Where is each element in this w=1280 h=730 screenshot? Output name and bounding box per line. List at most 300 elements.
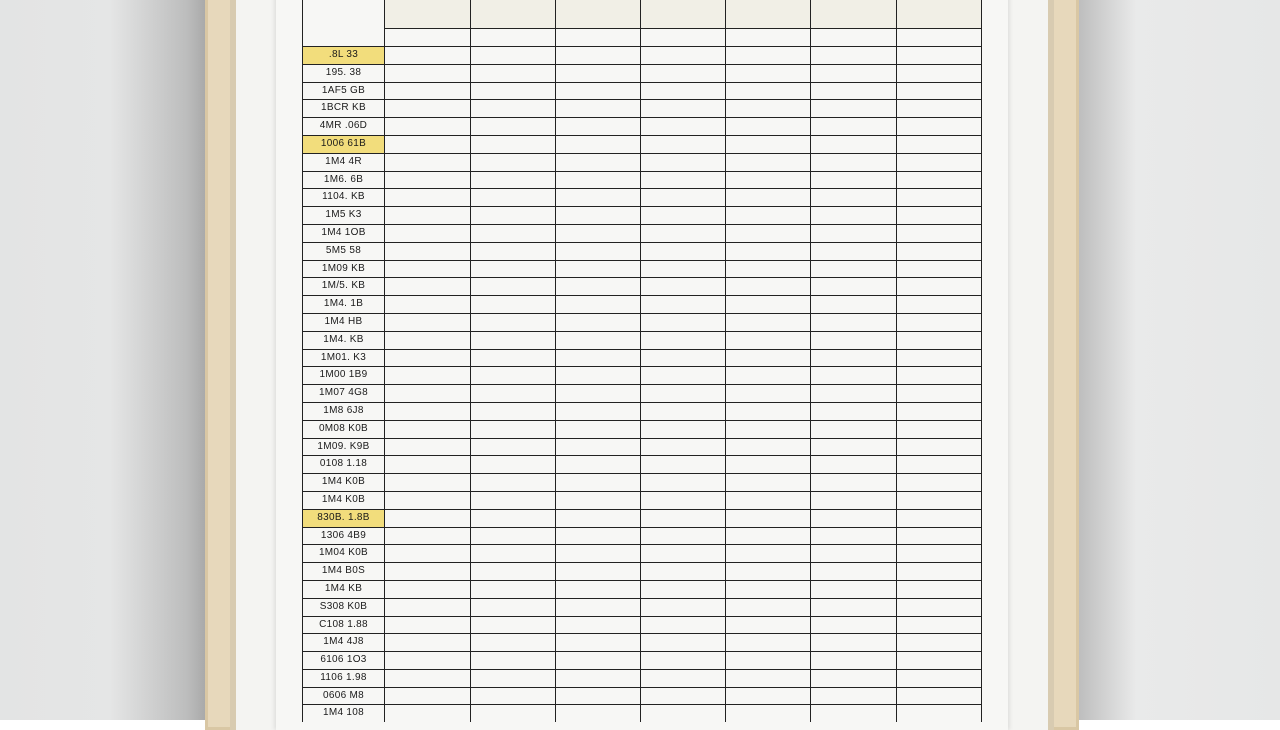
row-label-cell: 1M4 4J8	[302, 634, 385, 651]
table-cell	[897, 456, 982, 473]
table-cell	[471, 474, 556, 491]
table-cell	[385, 100, 471, 117]
table-cell	[471, 118, 556, 135]
table-row	[302, 171, 982, 189]
table-cell	[385, 581, 471, 598]
table-cell	[811, 474, 897, 491]
table-cell	[811, 581, 897, 598]
table-cell	[556, 172, 641, 189]
table-cell	[726, 189, 811, 206]
table-cell	[471, 261, 556, 278]
table-row	[302, 384, 982, 402]
table-cell	[471, 172, 556, 189]
table-cell	[385, 225, 471, 242]
table-cell	[641, 136, 726, 153]
row-label-cell: 1AF5 GB	[302, 83, 385, 100]
table-cell	[471, 688, 556, 705]
table-cell	[471, 510, 556, 527]
table-cell	[897, 385, 982, 402]
row-label-cell: .8L 33	[302, 47, 385, 64]
table-cell	[641, 189, 726, 206]
row-label-cell: 1M4 4R	[302, 154, 385, 171]
table-cell	[556, 314, 641, 331]
table-cell	[471, 403, 556, 420]
subheader-cell	[641, 29, 726, 47]
table-cell	[641, 225, 726, 242]
table-cell	[726, 278, 811, 295]
table-cell	[641, 100, 726, 117]
table-row	[302, 153, 982, 171]
table-cell	[556, 332, 641, 349]
table-row	[302, 669, 982, 687]
table-cell	[897, 332, 982, 349]
table-cell	[897, 563, 982, 580]
table-cell	[897, 670, 982, 687]
table-cell	[385, 403, 471, 420]
table-cell	[811, 189, 897, 206]
table-cell	[385, 154, 471, 171]
table-cell	[556, 350, 641, 367]
table-row	[302, 277, 982, 295]
table-row	[302, 224, 982, 242]
table-cell	[897, 581, 982, 598]
table-cell	[385, 189, 471, 206]
table-cell	[897, 688, 982, 705]
table-cell	[897, 474, 982, 491]
row-label-cell: 830B. 1.8B	[302, 510, 385, 527]
table-cell	[726, 225, 811, 242]
table-row	[302, 455, 982, 473]
table-cell	[641, 617, 726, 634]
table-body	[302, 46, 982, 722]
table-cell	[641, 385, 726, 402]
row-label-cell: 1M8 6J8	[302, 403, 385, 420]
spreadsheet-grid	[302, 0, 982, 720]
table-cell	[726, 154, 811, 171]
table-cell	[726, 421, 811, 438]
table-cell	[556, 492, 641, 509]
row-label-cell: C108 1.88	[302, 617, 385, 634]
table-cell	[471, 278, 556, 295]
table-cell	[385, 456, 471, 473]
table-cell	[556, 136, 641, 153]
header-cell	[556, 0, 641, 28]
row-label-cell: 1M4 108	[302, 705, 385, 722]
table-cell	[726, 100, 811, 117]
subheader-cell	[726, 29, 811, 47]
table-row	[302, 295, 982, 313]
frame-shadow-right	[1076, 0, 1136, 720]
table-cell	[556, 581, 641, 598]
table-row	[302, 260, 982, 278]
table-cell	[556, 118, 641, 135]
table-cell	[471, 154, 556, 171]
table-cell	[385, 136, 471, 153]
table-cell	[641, 634, 726, 651]
table-cell	[726, 617, 811, 634]
row-label-cell: 1M4 K0B	[302, 474, 385, 491]
table-cell	[811, 65, 897, 82]
table-cell	[471, 367, 556, 384]
table-cell	[641, 403, 726, 420]
table-cell	[726, 563, 811, 580]
table-row	[302, 206, 982, 224]
table-cell	[811, 243, 897, 260]
table-cell	[385, 296, 471, 313]
table-cell	[811, 225, 897, 242]
row-label-cell: 1M6. 6B	[302, 172, 385, 189]
table-row	[302, 651, 982, 669]
table-cell	[897, 207, 982, 224]
row-label-cell: 1006 61B	[302, 136, 385, 153]
table-cell	[811, 617, 897, 634]
table-cell	[897, 439, 982, 456]
table-cell	[811, 314, 897, 331]
table-cell	[897, 118, 982, 135]
table-cell	[811, 136, 897, 153]
table-row	[302, 687, 982, 705]
table-cell	[726, 456, 811, 473]
table-cell	[556, 83, 641, 100]
table-cell	[726, 83, 811, 100]
table-cell	[556, 65, 641, 82]
table-cell	[385, 278, 471, 295]
table-row	[302, 402, 982, 420]
table-cell	[811, 652, 897, 669]
table-cell	[641, 510, 726, 527]
table-cell	[641, 314, 726, 331]
subheader-cell	[385, 29, 471, 47]
subheader-cell	[556, 29, 641, 47]
table-cell	[811, 634, 897, 651]
table-cell	[726, 243, 811, 260]
table-cell	[897, 652, 982, 669]
table-row	[302, 349, 982, 367]
table-cell	[641, 243, 726, 260]
table-row	[302, 562, 982, 580]
table-row	[302, 509, 982, 527]
table-cell	[726, 136, 811, 153]
table-cell	[556, 296, 641, 313]
table-cell	[471, 314, 556, 331]
table-row	[302, 313, 982, 331]
table-cell	[471, 243, 556, 260]
table-cell	[385, 350, 471, 367]
table-cell	[811, 261, 897, 278]
table-row	[302, 616, 982, 634]
table-cell	[897, 189, 982, 206]
table-row	[302, 46, 982, 64]
table-cell	[385, 332, 471, 349]
table-cell	[726, 385, 811, 402]
table-row	[302, 242, 982, 260]
row-label-cell: 1M/5. KB	[302, 278, 385, 295]
table-cell	[641, 118, 726, 135]
table-cell	[811, 563, 897, 580]
table-cell	[556, 617, 641, 634]
table-cell	[385, 385, 471, 402]
header-cell	[385, 0, 471, 28]
table-row	[302, 580, 982, 598]
table-cell	[811, 492, 897, 509]
table-cell	[811, 83, 897, 100]
row-label-cell: 1M00 1B9	[302, 367, 385, 384]
table-cell	[556, 563, 641, 580]
row-label-cell: 1BCR KB	[302, 100, 385, 117]
table-cell	[897, 172, 982, 189]
table-row	[302, 82, 982, 100]
table-cell	[556, 47, 641, 64]
table-cell	[897, 296, 982, 313]
table-cell	[811, 154, 897, 171]
table-cell	[811, 332, 897, 349]
table-cell	[726, 474, 811, 491]
table-cell	[556, 189, 641, 206]
table-cell	[385, 47, 471, 64]
table-cell	[556, 652, 641, 669]
table-row	[302, 331, 982, 349]
table-cell	[385, 670, 471, 687]
row-label-cell: 1M5 K3	[302, 207, 385, 224]
table-cell	[385, 118, 471, 135]
table-cell	[641, 296, 726, 313]
table-cell	[641, 492, 726, 509]
table-cell	[811, 670, 897, 687]
table-cell	[641, 421, 726, 438]
table-cell	[726, 314, 811, 331]
table-cell	[897, 225, 982, 242]
table-cell	[385, 261, 471, 278]
header-cell	[471, 0, 556, 28]
table-cell	[556, 100, 641, 117]
table-cell	[385, 652, 471, 669]
table-cell	[897, 350, 982, 367]
row-label-cell: 1M4 B0S	[302, 563, 385, 580]
table-cell	[385, 243, 471, 260]
table-cell	[897, 314, 982, 331]
table-cell	[726, 47, 811, 64]
table-cell	[897, 403, 982, 420]
table-cell	[811, 385, 897, 402]
table-cell	[385, 474, 471, 491]
table-row	[302, 188, 982, 206]
table-cell	[385, 599, 471, 616]
header-cell	[726, 0, 811, 28]
table-cell	[471, 599, 556, 616]
row-label-cell: 0M08 K0B	[302, 421, 385, 438]
table-cell	[726, 439, 811, 456]
table-cell	[471, 65, 556, 82]
table-cell	[471, 207, 556, 224]
table-cell	[726, 367, 811, 384]
table-cell	[726, 634, 811, 651]
frame-shadow-left	[110, 0, 220, 720]
table-cell	[385, 688, 471, 705]
table-cell	[385, 617, 471, 634]
table-cell	[641, 261, 726, 278]
table-cell	[556, 225, 641, 242]
table-cell	[897, 278, 982, 295]
table-cell	[811, 172, 897, 189]
table-row	[302, 544, 982, 562]
table-cell	[811, 439, 897, 456]
table-row	[302, 598, 982, 616]
row-label-cell: 1104. KB	[302, 189, 385, 206]
table-cell	[726, 492, 811, 509]
table-cell	[897, 47, 982, 64]
table-cell	[556, 456, 641, 473]
table-cell	[385, 634, 471, 651]
table-cell	[471, 136, 556, 153]
table-cell	[556, 403, 641, 420]
row-label-cell: 1M09 KB	[302, 261, 385, 278]
row-label-cell: 1106 1.98	[302, 670, 385, 687]
table-cell	[726, 65, 811, 82]
row-label-cell: 1M4. 1B	[302, 296, 385, 313]
table-cell	[556, 439, 641, 456]
table-cell	[556, 474, 641, 491]
table-cell	[471, 456, 556, 473]
table-cell	[811, 118, 897, 135]
table-cell	[897, 65, 982, 82]
table-cell	[726, 670, 811, 687]
table-cell	[556, 545, 641, 562]
table-cell	[726, 296, 811, 313]
table-cell	[897, 243, 982, 260]
table-cell	[471, 296, 556, 313]
row-label-cell: 6106 1O3	[302, 652, 385, 669]
table-cell	[641, 367, 726, 384]
table-cell	[471, 652, 556, 669]
header-corner-cell	[302, 0, 385, 46]
table-cell	[641, 652, 726, 669]
table-cell	[471, 563, 556, 580]
table-cell	[726, 528, 811, 545]
row-label-cell: 1M07 4G8	[302, 385, 385, 402]
table-cell	[641, 278, 726, 295]
table-cell	[641, 47, 726, 64]
table-cell	[726, 118, 811, 135]
table-cell	[471, 47, 556, 64]
table-cell	[641, 688, 726, 705]
table-cell	[897, 528, 982, 545]
table-cell	[811, 688, 897, 705]
table-cell	[897, 367, 982, 384]
table-cell	[811, 367, 897, 384]
table-cell	[556, 528, 641, 545]
table-cell	[556, 278, 641, 295]
table-cell	[641, 350, 726, 367]
table-cell	[556, 510, 641, 527]
table-cell	[897, 545, 982, 562]
table-cell	[811, 599, 897, 616]
table-row	[302, 491, 982, 509]
table-cell	[726, 332, 811, 349]
table-row	[302, 64, 982, 82]
subheader-row	[385, 28, 982, 46]
table-cell	[471, 350, 556, 367]
table-cell	[385, 172, 471, 189]
table-cell	[811, 528, 897, 545]
table-cell	[726, 688, 811, 705]
table-cell	[641, 528, 726, 545]
table-cell	[811, 47, 897, 64]
table-cell	[641, 332, 726, 349]
table-cell	[897, 136, 982, 153]
row-label-cell: 1M4 KB	[302, 581, 385, 598]
table-cell	[385, 528, 471, 545]
table-cell	[641, 545, 726, 562]
table-cell	[385, 492, 471, 509]
table-cell	[556, 243, 641, 260]
table-cell	[811, 545, 897, 562]
table-cell	[897, 599, 982, 616]
table-cell	[897, 154, 982, 171]
table-cell	[811, 296, 897, 313]
table-cell	[471, 421, 556, 438]
table-cell	[641, 670, 726, 687]
table-cell	[385, 510, 471, 527]
row-label-cell: 0108 1.18	[302, 456, 385, 473]
table-cell	[385, 65, 471, 82]
table-cell	[471, 634, 556, 651]
table-cell	[385, 83, 471, 100]
table-cell	[556, 367, 641, 384]
subheader-cell	[471, 29, 556, 47]
table-row	[302, 135, 982, 153]
row-label-cell: 0606 M8	[302, 688, 385, 705]
table-cell	[641, 474, 726, 491]
table-row	[302, 117, 982, 135]
table-cell	[385, 545, 471, 562]
table-cell	[726, 403, 811, 420]
table-cell	[471, 670, 556, 687]
table-cell	[471, 225, 556, 242]
table-cell	[897, 492, 982, 509]
table-cell	[471, 492, 556, 509]
table-cell	[726, 261, 811, 278]
row-label-cell: 1M4 K0B	[302, 492, 385, 509]
row-label-cell: 1M01. K3	[302, 350, 385, 367]
table-cell	[726, 599, 811, 616]
table-cell	[471, 385, 556, 402]
table-cell	[641, 172, 726, 189]
table-cell	[811, 456, 897, 473]
row-label-cell: 195. 38	[302, 65, 385, 82]
table-row	[302, 438, 982, 456]
table-cell	[811, 100, 897, 117]
table-cell	[556, 670, 641, 687]
table-cell	[641, 154, 726, 171]
table-cell	[556, 261, 641, 278]
table-cell	[897, 83, 982, 100]
table-cell	[556, 207, 641, 224]
table-cell	[726, 350, 811, 367]
table-cell	[385, 314, 471, 331]
table-cell	[471, 439, 556, 456]
table-cell	[726, 510, 811, 527]
table-cell	[641, 456, 726, 473]
table-cell	[897, 617, 982, 634]
row-label-cell: S308 K0B	[302, 599, 385, 616]
table-cell	[471, 617, 556, 634]
table-cell	[556, 154, 641, 171]
table-cell	[726, 545, 811, 562]
table-cell	[385, 563, 471, 580]
row-label-cell: 1306 4B9	[302, 528, 385, 545]
table-row	[302, 633, 982, 651]
subheader-cell	[897, 29, 982, 47]
